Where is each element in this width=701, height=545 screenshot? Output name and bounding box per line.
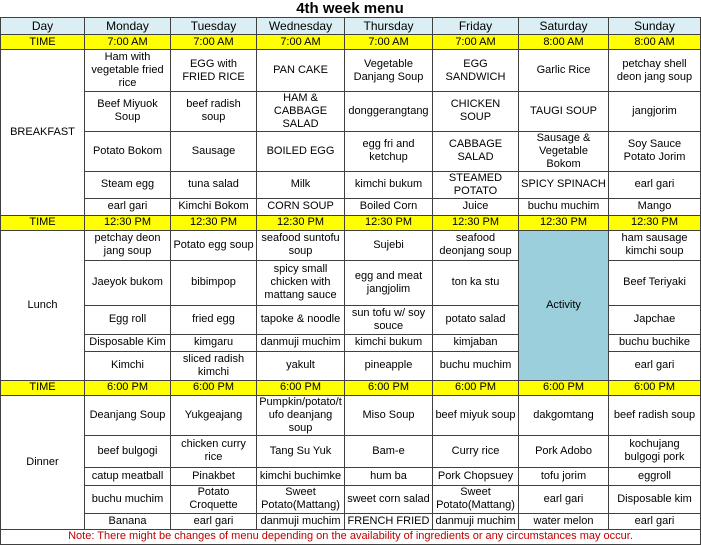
menu-cell-lunch-thursday: Sujebi xyxy=(345,230,433,260)
menu-row xyxy=(1,230,701,260)
menu-cell-dinner-friday: Curry rice xyxy=(433,435,519,467)
menu-cell-dinner-thursday: Bam-e xyxy=(345,435,433,467)
menu-cell-lunch-monday: Egg roll xyxy=(85,305,171,334)
menu-cell-lunch-monday: Jaeyok bukom xyxy=(85,260,171,305)
menu-cell-lunch-tuesday: fried egg xyxy=(171,305,257,334)
menu-cell-dinner-thursday: Miso Soup xyxy=(345,395,433,435)
menu-cell-lunch-thursday: sun tofu w/ soy souce xyxy=(345,305,433,334)
menu-cell-breakfast-friday: Juice xyxy=(433,198,519,215)
menu-cell-lunch-thursday: pineapple xyxy=(345,351,433,380)
menu-cell-dinner-tuesday: Yukgeajang xyxy=(171,395,257,435)
menu-cell-dinner-monday: buchu muchim xyxy=(85,485,171,513)
time-cell-wednesday: 7:00 AM xyxy=(257,35,345,50)
menu-row xyxy=(1,485,701,513)
menu-cell-dinner-friday: Sweet Potato(Mattang) xyxy=(433,485,519,513)
menu-cell-dinner-friday: Pork Chopsuey xyxy=(433,467,519,485)
time-row-breakfast xyxy=(1,35,701,50)
menu-cell-breakfast-friday: CHICKEN SOUP xyxy=(433,92,519,132)
time-cell-wednesday: 12:30 PM xyxy=(257,215,345,230)
menu-cell-dinner-monday: catup meatball xyxy=(85,467,171,485)
menu-cell-breakfast-wednesday: HAM & CABBAGE SALAD xyxy=(257,92,345,132)
menu-cell-dinner-monday: beef bulgogi xyxy=(85,435,171,467)
menu-cell-lunch-sunday: earl gari xyxy=(609,351,701,380)
menu-row xyxy=(1,467,701,485)
menu-row xyxy=(1,171,701,198)
menu-cell-lunch-sunday: Beef Teriyaki xyxy=(609,260,701,305)
column-header-sunday: Sunday xyxy=(609,18,701,35)
menu-cell-breakfast-sunday: Soy Sauce Potato Jorim xyxy=(609,131,701,171)
menu-cell-breakfast-sunday: petchay shell deon jang soup xyxy=(609,50,701,92)
menu-cell-lunch-sunday: buchu buchike xyxy=(609,334,701,351)
menu-cell-dinner-saturday: dakgomtang xyxy=(519,395,609,435)
menu-cell-breakfast-tuesday: Sausage xyxy=(171,131,257,171)
menu-cell-dinner-sunday: eggroll xyxy=(609,467,701,485)
menu-cell-lunch-friday: seafood deonjang soup xyxy=(433,230,519,260)
menu-cell-lunch-tuesday: Potato egg soup xyxy=(171,230,257,260)
menu-cell-breakfast-monday: Ham with vegetable fried rice xyxy=(85,50,171,92)
menu-cell-breakfast-monday: earl gari xyxy=(85,198,171,215)
menu-cell-lunch-wednesday: spicy small chicken with mattang sauce xyxy=(257,260,345,305)
menu-cell-lunch-wednesday: tapoke & noodle xyxy=(257,305,345,334)
menu-cell-breakfast-thursday: kimchi bukum xyxy=(345,171,433,198)
menu-cell-lunch-thursday: kimchi bukum xyxy=(345,334,433,351)
menu-cell-breakfast-wednesday: PAN CAKE xyxy=(257,50,345,92)
time-cell-thursday: 12:30 PM xyxy=(345,215,433,230)
menu-cell-breakfast-monday: Steam egg xyxy=(85,171,171,198)
menu-cell-dinner-thursday: sweet corn salad xyxy=(345,485,433,513)
menu-cell-breakfast-tuesday: Kimchi Bokom xyxy=(171,198,257,215)
menu-cell-lunch-friday: kimjaban xyxy=(433,334,519,351)
menu-cell-dinner-monday: Banana xyxy=(85,513,171,529)
column-header-friday: Friday xyxy=(433,18,519,35)
menu-cell-breakfast-saturday: TAUGI SOUP xyxy=(519,92,609,132)
menu-table xyxy=(0,17,701,545)
time-label: TIME xyxy=(1,35,85,50)
menu-cell-dinner-wednesday: Sweet Potato(Mattang) xyxy=(257,485,345,513)
menu-cell-breakfast-saturday: Sausage & Vegetable Bokom xyxy=(519,131,609,171)
note-row xyxy=(1,529,701,544)
menu-cell-dinner-wednesday: danmuji muchim xyxy=(257,513,345,529)
menu-cell-dinner-sunday: earl gari xyxy=(609,513,701,529)
menu-cell-dinner-tuesday: Potato Croquette xyxy=(171,485,257,513)
menu-cell-breakfast-thursday: donggerangtang xyxy=(345,92,433,132)
menu-cell-dinner-tuesday: earl gari xyxy=(171,513,257,529)
menu-cell-dinner-wednesday: Pumpkin/potato/tufo deanjang soup xyxy=(257,395,345,435)
time-cell-sunday: 8:00 AM xyxy=(609,35,701,50)
time-cell-monday: 12:30 PM xyxy=(85,215,171,230)
menu-cell-dinner-saturday: earl gari xyxy=(519,485,609,513)
time-cell-thursday: 7:00 AM xyxy=(345,35,433,50)
time-cell-saturday: 12:30 PM xyxy=(519,215,609,230)
time-cell-friday: 6:00 PM xyxy=(433,380,519,395)
menu-cell-dinner-sunday: kochujang bulgogi pork xyxy=(609,435,701,467)
menu-cell-breakfast-saturday: SPICY SPINACH xyxy=(519,171,609,198)
time-cell-sunday: 6:00 PM xyxy=(609,380,701,395)
menu-cell-dinner-tuesday: Pinakbet xyxy=(171,467,257,485)
time-cell-tuesday: 7:00 AM xyxy=(171,35,257,50)
menu-cell-breakfast-monday: Beef Miyuok Soup xyxy=(85,92,171,132)
section-label-dinner: Dinner xyxy=(1,395,85,529)
page-title: 4th week menu xyxy=(296,0,404,17)
header-row xyxy=(1,18,701,35)
menu-cell-lunch-wednesday: seafood suntofu soup xyxy=(257,230,345,260)
time-label: TIME xyxy=(1,215,85,230)
menu-cell-dinner-wednesday: Tang Su Yuk xyxy=(257,435,345,467)
menu-cell-dinner-friday: danmuji muchim xyxy=(433,513,519,529)
menu-cell-dinner-tuesday: chicken curry rice xyxy=(171,435,257,467)
column-header-day: Day xyxy=(1,18,85,35)
activity-cell: Activity xyxy=(519,230,609,380)
menu-cell-breakfast-tuesday: EGG with FRIED RICE xyxy=(171,50,257,92)
menu-cell-dinner-sunday: Disposable kim xyxy=(609,485,701,513)
menu-cell-breakfast-monday: Potato Bokom xyxy=(85,131,171,171)
menu-cell-lunch-wednesday: yakult xyxy=(257,351,345,380)
column-header-monday: Monday xyxy=(85,18,171,35)
menu-cell-lunch-monday: Kimchi xyxy=(85,351,171,380)
menu-cell-dinner-thursday: hum ba xyxy=(345,467,433,485)
menu-row xyxy=(1,50,701,92)
menu-cell-dinner-saturday: water melon xyxy=(519,513,609,529)
menu-cell-breakfast-thursday: Vegetable Danjang Soup xyxy=(345,50,433,92)
menu-row xyxy=(1,513,701,529)
menu-cell-lunch-tuesday: kimgaru xyxy=(171,334,257,351)
column-header-tuesday: Tuesday xyxy=(171,18,257,35)
menu-cell-breakfast-wednesday: BOILED EGG xyxy=(257,131,345,171)
menu-cell-dinner-friday: beef miyuk soup xyxy=(433,395,519,435)
menu-row xyxy=(1,435,701,467)
menu-cell-breakfast-friday: EGG SANDWICH xyxy=(433,50,519,92)
menu-table-body xyxy=(1,18,701,545)
menu-row xyxy=(1,198,701,215)
time-row-dinner xyxy=(1,380,701,395)
menu-cell-lunch-sunday: ham sausage kimchi soup xyxy=(609,230,701,260)
menu-cell-lunch-friday: buchu muchim xyxy=(433,351,519,380)
menu-cell-breakfast-friday: STEAMED POTATO xyxy=(433,171,519,198)
menu-cell-breakfast-friday: CABBAGE SALAD xyxy=(433,131,519,171)
time-cell-monday: 6:00 PM xyxy=(85,380,171,395)
menu-cell-breakfast-sunday: jangjorim xyxy=(609,92,701,132)
menu-cell-breakfast-tuesday: beef radish soup xyxy=(171,92,257,132)
menu-row xyxy=(1,131,701,171)
time-cell-saturday: 6:00 PM xyxy=(519,380,609,395)
menu-cell-breakfast-tuesday: tuna salad xyxy=(171,171,257,198)
time-cell-tuesday: 12:30 PM xyxy=(171,215,257,230)
menu-cell-breakfast-saturday: Garlic Rice xyxy=(519,50,609,92)
menu-cell-lunch-friday: potato salad xyxy=(433,305,519,334)
menu-row xyxy=(1,92,701,132)
menu-cell-dinner-monday: Deanjang Soup xyxy=(85,395,171,435)
menu-cell-lunch-thursday: egg and meat jangjolim xyxy=(345,260,433,305)
menu-note: Note: There might be changes of menu depending on the availability of ingredients or any circumstances may occur. xyxy=(1,529,701,544)
menu-row xyxy=(1,395,701,435)
column-header-saturday: Saturday xyxy=(519,18,609,35)
menu-cell-lunch-wednesday: danmuji muchim xyxy=(257,334,345,351)
menu-cell-lunch-tuesday: bibimpop xyxy=(171,260,257,305)
menu-cell-dinner-saturday: Pork Adobo xyxy=(519,435,609,467)
time-cell-friday: 12:30 PM xyxy=(433,215,519,230)
menu-cell-breakfast-wednesday: CORN SOUP xyxy=(257,198,345,215)
column-header-thursday: Thursday xyxy=(345,18,433,35)
time-row-lunch xyxy=(1,215,701,230)
column-header-wednesday: Wednesday xyxy=(257,18,345,35)
menu-cell-breakfast-saturday: buchu muchim xyxy=(519,198,609,215)
menu-cell-lunch-tuesday: sliced radish kimchi xyxy=(171,351,257,380)
menu-cell-dinner-thursday: FRENCH FRIED xyxy=(345,513,433,529)
time-cell-thursday: 6:00 PM xyxy=(345,380,433,395)
menu-cell-lunch-sunday: Japchae xyxy=(609,305,701,334)
menu-cell-breakfast-thursday: Boiled Corn xyxy=(345,198,433,215)
menu-cell-dinner-sunday: beef radish soup xyxy=(609,395,701,435)
time-cell-monday: 7:00 AM xyxy=(85,35,171,50)
section-label-breakfast: BREAKFAST xyxy=(1,50,85,216)
time-label: TIME xyxy=(1,380,85,395)
time-cell-sunday: 12:30 PM xyxy=(609,215,701,230)
time-cell-wednesday: 6:00 PM xyxy=(257,380,345,395)
section-label-lunch: Lunch xyxy=(1,230,85,380)
menu-cell-breakfast-sunday: earl gari xyxy=(609,171,701,198)
menu-cell-breakfast-sunday: Mango xyxy=(609,198,701,215)
menu-cell-lunch-monday: Disposable Kim xyxy=(85,334,171,351)
menu-cell-lunch-monday: petchay deon jang soup xyxy=(85,230,171,260)
time-cell-saturday: 8:00 AM xyxy=(519,35,609,50)
menu-cell-lunch-friday: ton ka stu xyxy=(433,260,519,305)
menu-cell-breakfast-thursday: egg fri and ketchup xyxy=(345,131,433,171)
menu-cell-dinner-saturday: tofu jorim xyxy=(519,467,609,485)
menu-cell-breakfast-wednesday: Milk xyxy=(257,171,345,198)
time-cell-friday: 7:00 AM xyxy=(433,35,519,50)
menu-cell-dinner-wednesday: kimchi buchimke xyxy=(257,467,345,485)
time-cell-tuesday: 6:00 PM xyxy=(171,380,257,395)
